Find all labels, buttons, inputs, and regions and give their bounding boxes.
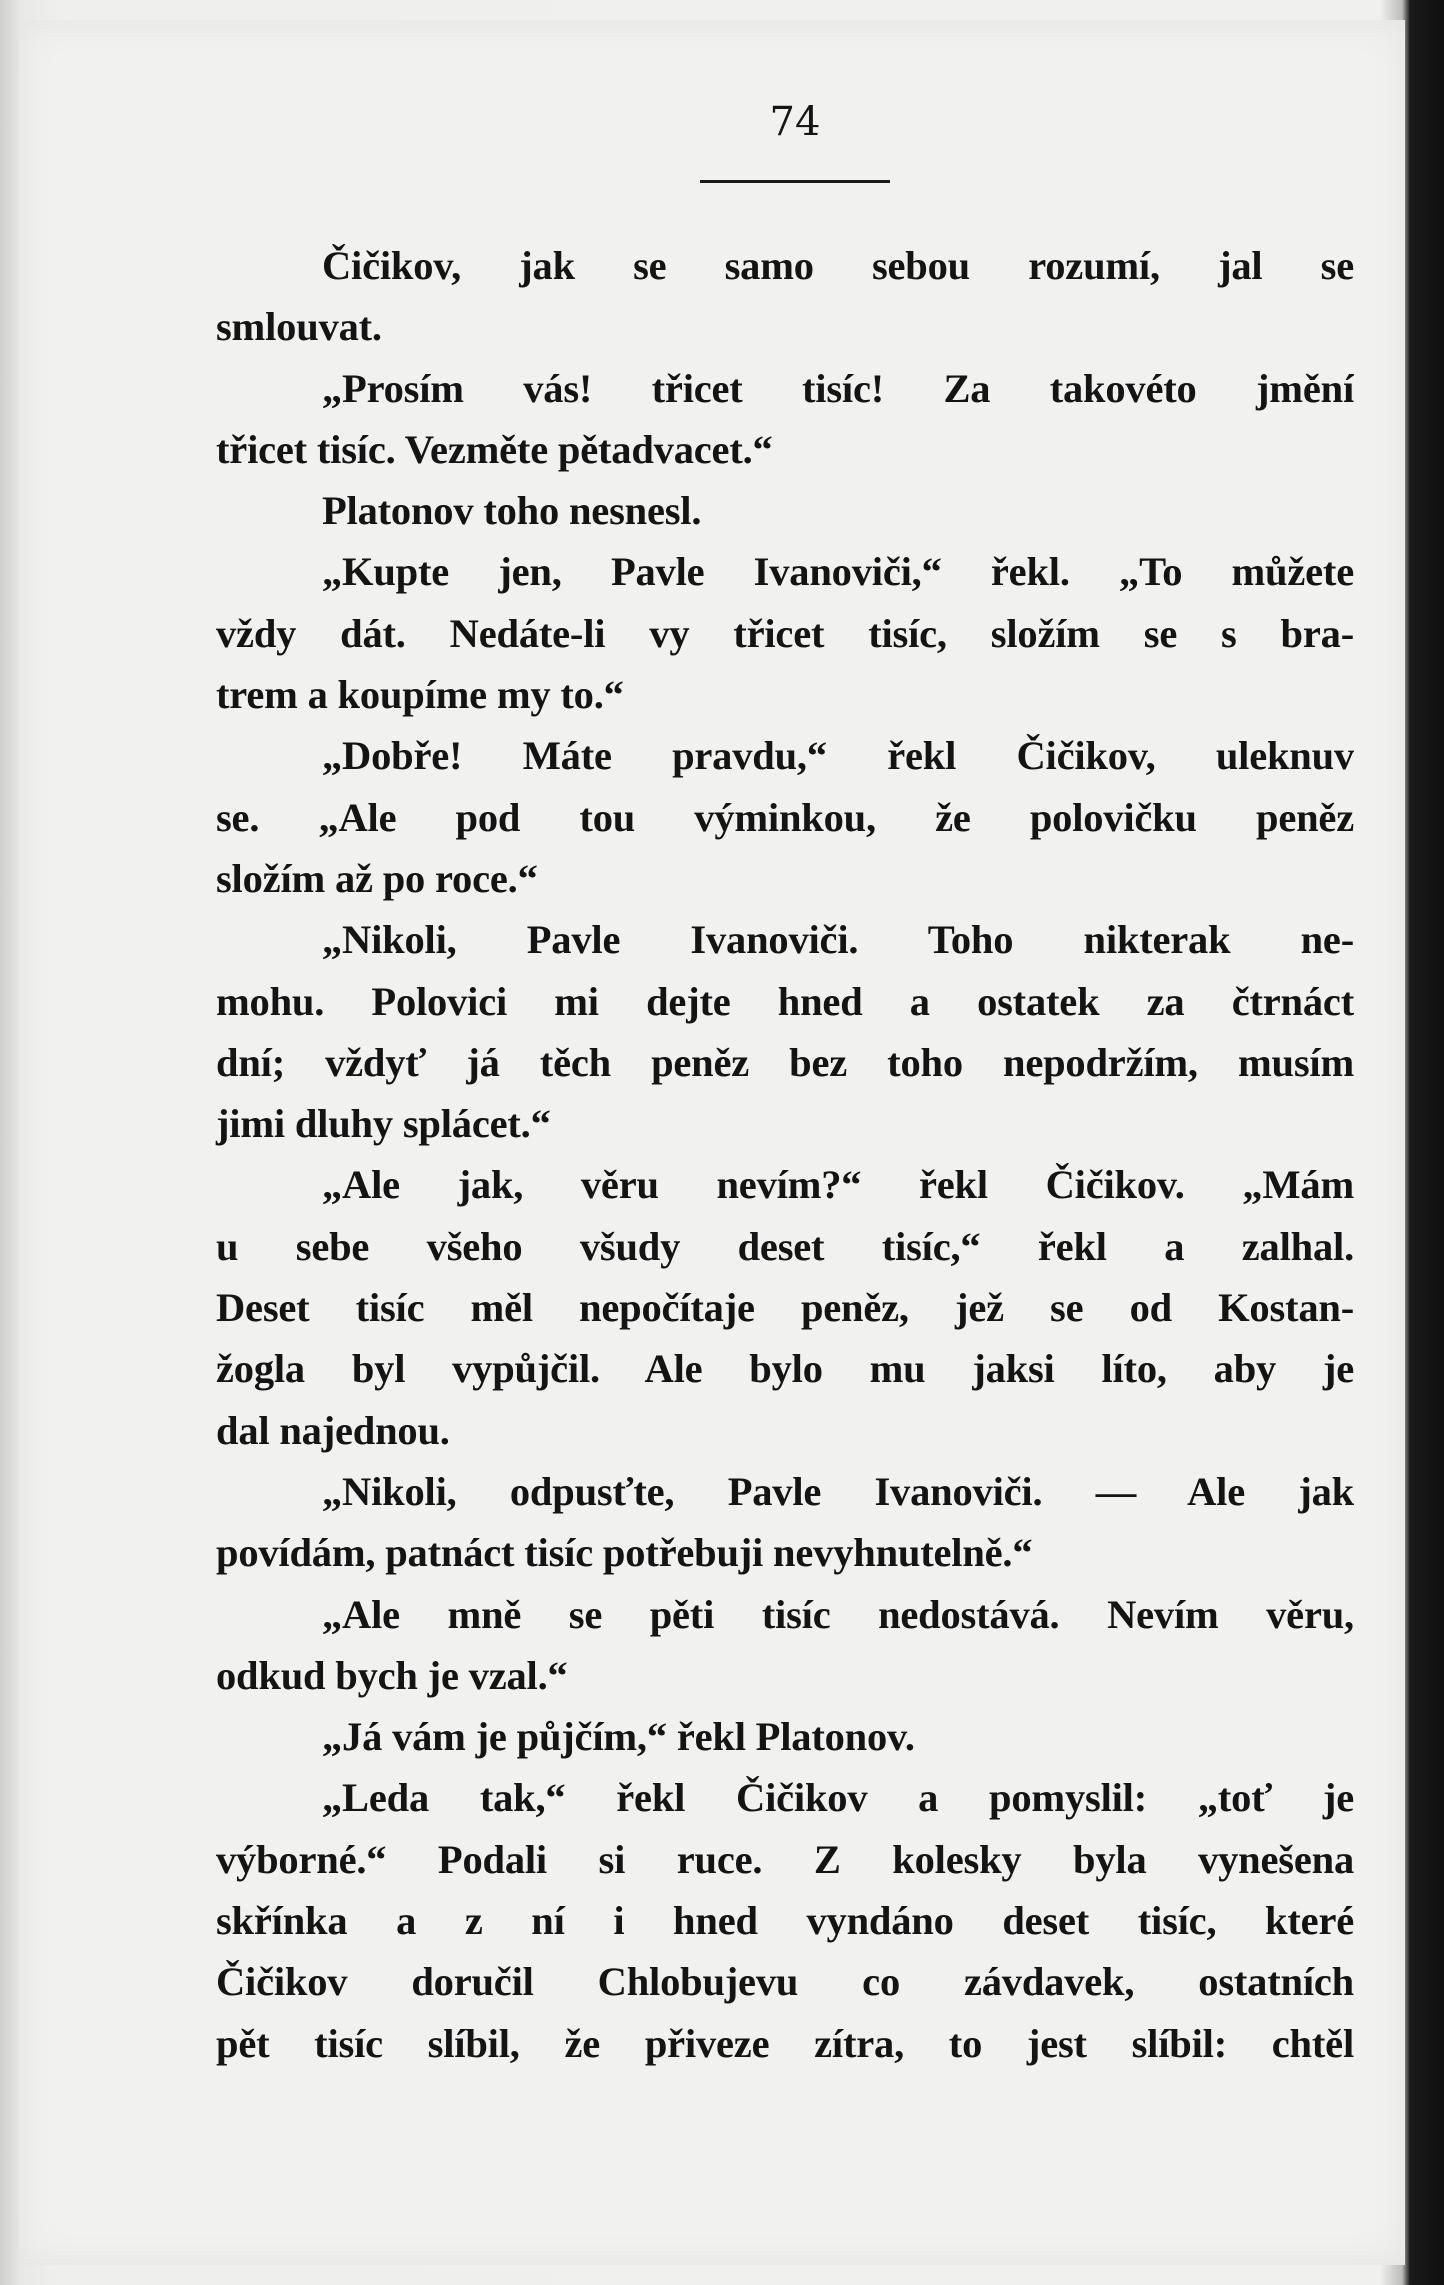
text-line: pět tisíc slíbil, že přiveze zítra, to jest slíbil: chtěl	[216, 2020, 1354, 2066]
text-line: „Já vám je půjčím,“ řekl Platonov.	[322, 1714, 915, 1760]
text-line: Deset tisíc měl nepočítaje peněz, jež se od Kostan-	[216, 1285, 1354, 1331]
page-number: 74	[769, 99, 821, 145]
text-line: třicet tisíc. Vezměte pětadvacet.“	[216, 426, 773, 472]
text-line: složím až po roce.“	[216, 855, 538, 901]
text-line: u sebe všeho všudy deset tisíc,“ řekl a zalhal.	[216, 1223, 1354, 1269]
text-line: povídám, patnáct tisíc potřebuji nevyhnutelně.“	[216, 1530, 1033, 1576]
text-line: Čičikov doručil Chlobujevu co závdavek, ostatních	[216, 1959, 1354, 2005]
text-line: Čičikov, jak se samo sebou rozumí, jal se	[322, 243, 1354, 288]
text-line: výborné.“ Podali si ruce. Z kolesky byla vynešena	[216, 1836, 1354, 1882]
text-line: „Kupte jen, Pavle Ivanoviči,“ řekl. „To můžete	[322, 549, 1354, 595]
text-line: trem a koupíme my to.“	[216, 672, 624, 718]
text-line: „Ale mně se pěti tisíc nedostává. Nevím věru,	[322, 1591, 1354, 1637]
text-line: mohu. Polovici mi dejte hned a ostatek za čtrnáct	[216, 978, 1354, 1024]
text-line: „Leda tak,“ řekl Čičikov a pomyslil: „toť je	[322, 1775, 1354, 1821]
text-line: „Prosím vás! třicet tisíc! Za takovéto jmění	[322, 365, 1354, 411]
text-line: „Dobře! Máte pravdu,“ řekl Čičikov, uleknuv	[322, 733, 1354, 779]
text-line: žogla byl vypůjčil. Ale bylo mu jaksi líto, aby je	[216, 1346, 1354, 1392]
page-number-rule	[700, 180, 890, 183]
text-line: dní; vždyť já těch peněz bez toho nepodržím, musím	[216, 1039, 1354, 1085]
book-page	[20, 20, 1405, 2265]
text-line: odkud bych je vzal.“	[216, 1652, 568, 1698]
text-line: „Ale jak, věru nevím?“ řekl Čičikov. „Mám	[322, 1162, 1354, 1208]
text-line: jimi dluhy splácet.“	[216, 1101, 551, 1147]
text-line: dal najednou.	[216, 1407, 450, 1453]
text-line: „Nikoli, odpusťte, Pavle Ivanoviči. — Ale jak	[322, 1468, 1354, 1514]
body-text	[216, 235, 1354, 2074]
text-line: Platonov toho nesnesl.	[322, 488, 702, 534]
text-line: skřínka a z ní i hned vyndáno deset tisíc, které	[216, 1898, 1354, 1944]
text-line: „Nikoli, Pavle Ivanoviči. Toho nikterak ne-	[322, 917, 1354, 963]
text-line: vždy dát. Nedáte-li vy třicet tisíc, složím se s bra-	[216, 610, 1354, 656]
text-line: se. „Ale pod tou výminkou, že polovičku peněz	[216, 794, 1354, 840]
text-line: smlouvat.	[216, 304, 382, 350]
